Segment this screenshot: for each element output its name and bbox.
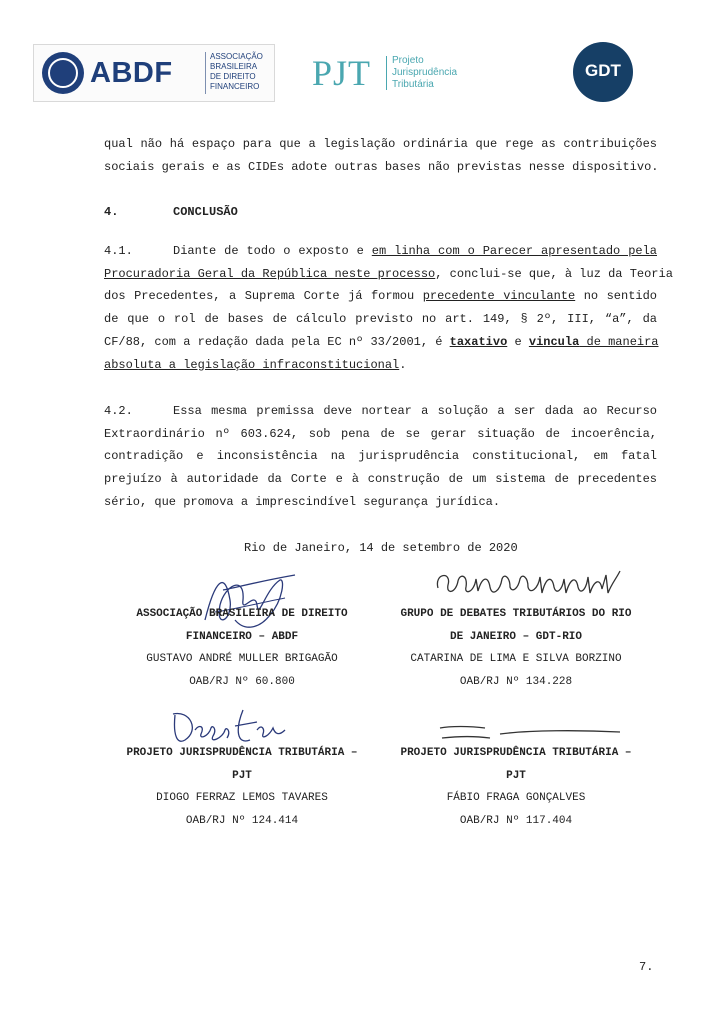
- text-line: qual não há espaço para que a legislação ordinária que rege as contribuições: [104, 137, 657, 151]
- text-span: Diante de todo o exposto e: [173, 244, 372, 258]
- text-line: Extraordinário nº 603.624, sob pena de se gerar situação de incoerência,: [104, 426, 657, 441]
- signatory-name: GUSTAVO ANDRÉ MULLER BRIGAGÃO: [146, 653, 338, 666]
- abdf-subtitle-line: ASSOCIAÇÃO: [210, 52, 263, 61]
- signatory-org: GRUPO DE DEBATES TRIBUTÁRIOS DO RIO: [400, 608, 632, 620]
- text-line: sociais gerais e as CIDEs adote outras bases não previstas nesse dispositivo.: [104, 159, 659, 174]
- text-span: , conclui-se que, à luz da Teoria: [435, 266, 673, 281]
- underlined-text: de maneira: [579, 334, 659, 349]
- signature-block-abdf: [107, 603, 377, 694]
- pjt-subtitle-line: Jurisprudência: [392, 67, 458, 78]
- paragraph-number: 4.2.: [104, 404, 133, 418]
- text-line: contradição e inconsistência na jurisprudência constitucional, em fatal: [104, 449, 657, 464]
- text-span: CF/88, com a redação dada pela EC nº 33/2001, é: [104, 334, 450, 349]
- signature-block-pjt-fabio: [381, 742, 651, 833]
- pjt-subtitle-line: Tributária: [392, 79, 434, 90]
- text-line: prejuízo à autoridade da Corte e à construção de um sistema de precedentes: [104, 472, 657, 487]
- abdf-wordmark: ABDF: [90, 57, 173, 89]
- text-span: Essa mesma premissa deve nortear a solução a ser dada ao Recurso: [173, 404, 657, 418]
- text-span: e: [507, 334, 529, 349]
- underlined-text: absoluta a legislação infraconstitucional: [104, 357, 400, 372]
- pjt-subtitle-line: Projeto: [392, 55, 424, 66]
- section-heading: [104, 205, 238, 219]
- gdt-logo: [573, 42, 633, 102]
- text-line: [104, 285, 657, 308]
- signature-block-pjt-diogo: [107, 742, 377, 833]
- date-line: Rio de Janeiro, 14 de setembro de 2020: [244, 541, 518, 555]
- signatory-org: PJT: [232, 769, 252, 782]
- text-line: [104, 400, 657, 423]
- underlined-text: em linha com o Parecer apresentado pela: [371, 244, 657, 258]
- signatory-oab: OAB/RJ Nº 124.414: [185, 815, 299, 828]
- text-span: no sentido: [575, 289, 657, 304]
- pjt-divider: [386, 56, 387, 90]
- paragraph-4-2: [104, 400, 657, 514]
- bold-underlined-text: taxativo: [449, 334, 508, 349]
- signature-block-gdt: [381, 603, 651, 694]
- signatory-oab: OAB/RJ Nº 134.228: [459, 676, 573, 689]
- abdf-divider: [205, 52, 206, 94]
- abdf-logo: [33, 44, 275, 102]
- signatory-org: PJT: [506, 769, 526, 782]
- signatory-org: PROJETO JURISPRUDÊNCIA TRIBUTÁRIA –: [126, 747, 358, 759]
- signatory-org: DE JANEIRO – GDT-RIO: [449, 630, 583, 643]
- section-number: 4.: [104, 205, 119, 219]
- text-line: sério, que promova a imprescindível segurança jurídica.: [104, 494, 501, 509]
- pjt-subtitle: [392, 55, 457, 91]
- abdf-emblem-icon: [42, 52, 84, 94]
- paragraph-4-1: [104, 240, 673, 376]
- page-number: 7.: [639, 960, 654, 974]
- signatory-org: FINANCEIRO – ABDF: [185, 630, 299, 643]
- text-line: [104, 331, 657, 354]
- signatory-name: FÁBIO FRAGA GONÇALVES: [446, 792, 586, 805]
- underlined-text: Procuradoria Geral da República neste processo: [104, 266, 436, 281]
- signatory-oab: OAB/RJ Nº 117.404: [459, 815, 573, 828]
- gdt-wordmark: GDT: [585, 61, 621, 80]
- text-line: de que o rol de bases de cálculo previsto no art. 149, § 2º, III, “a”, da: [104, 312, 657, 327]
- abdf-subtitle-line: DE DIREITO: [210, 72, 256, 81]
- pjt-wordmark: PJT: [312, 53, 372, 93]
- signature-catarina: [430, 553, 630, 608]
- abdf-subtitle: [210, 52, 263, 92]
- pjt-logo: [312, 52, 482, 96]
- paragraph-number: 4.1.: [104, 244, 133, 258]
- signatory-name: CATARINA DE LIMA E SILVA BORZINO: [410, 653, 622, 666]
- text-line: [104, 263, 673, 286]
- bold-underlined-text: vincula: [528, 334, 580, 349]
- text-span: dos Precedentes, a Suprema Corte já formou: [104, 289, 423, 304]
- abdf-subtitle-line: FINANCEIRO: [210, 82, 260, 91]
- text-line: [104, 354, 657, 377]
- text-span: .: [399, 357, 407, 372]
- intro-paragraph: [104, 133, 657, 178]
- underlined-text: precedente vinculante: [422, 289, 576, 304]
- abdf-subtitle-line: BRASILEIRA: [210, 62, 258, 71]
- signatory-org: ASSOCIAÇÃO BRASILEIRA DE DIREITO: [136, 608, 348, 620]
- signatory-oab: OAB/RJ Nº 60.800: [189, 676, 295, 689]
- section-title: CONCLUSÃO: [173, 205, 238, 219]
- text-line: [104, 240, 657, 263]
- signatory-name: DIOGO FERRAZ LEMOS TAVARES: [156, 792, 328, 805]
- signatory-org: PROJETO JURISPRUDÊNCIA TRIBUTÁRIA –: [400, 747, 632, 759]
